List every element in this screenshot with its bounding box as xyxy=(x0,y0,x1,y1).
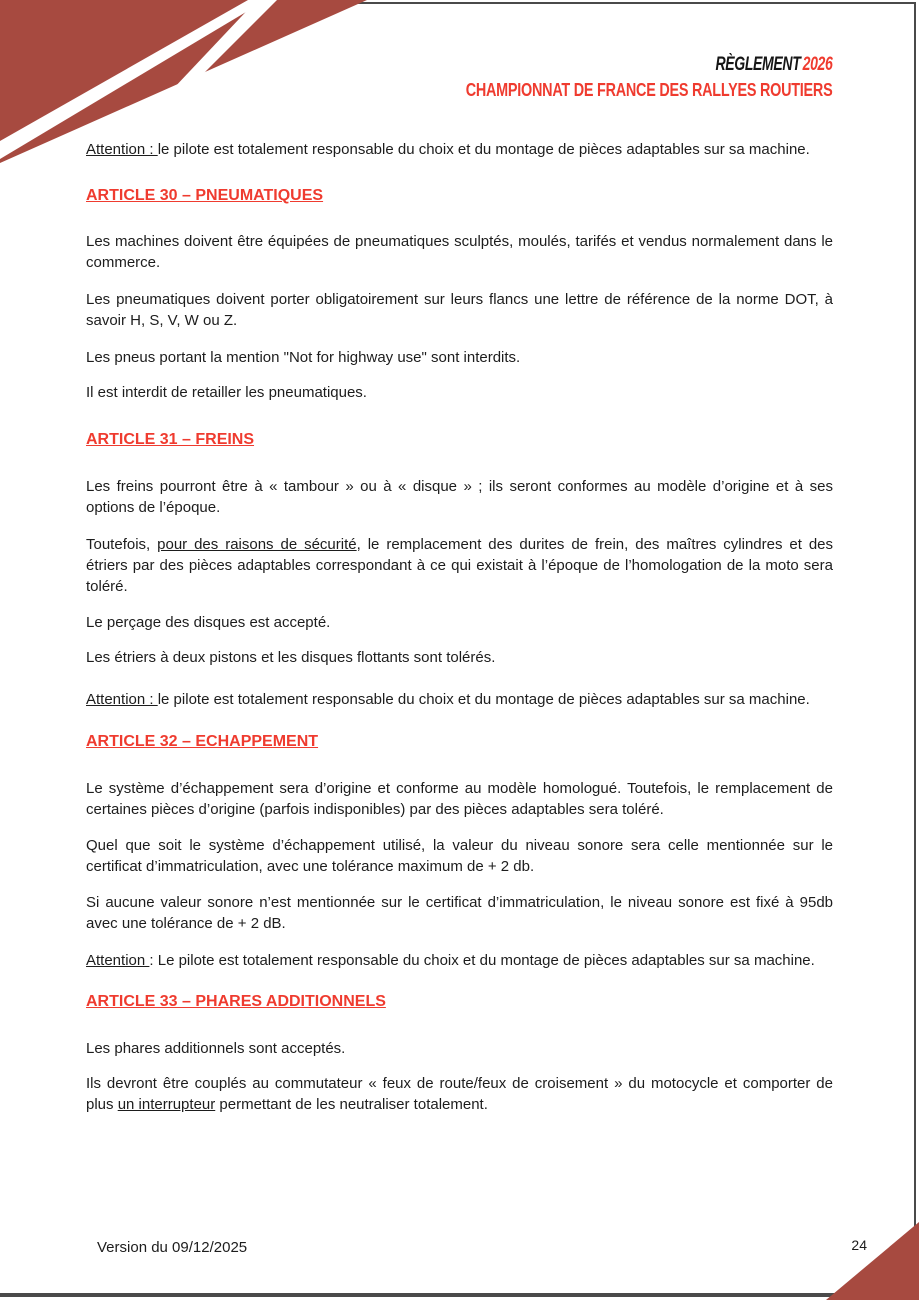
article-32-paragraph-3: Si aucune valeur sonore n’est mentionnée sur le certificat d’immatriculation, le niveau sonore est fixé à 95db avec une tolérance de + 2 dB. xyxy=(86,894,833,932)
article-32-paragraph-2: Quel que soit le système d’échappement utilisé, la valeur du niveau sonore sera celle mentionnée sur le certificat d’immatriculation, avec une tolérance maximum de + 2 db. xyxy=(86,837,833,875)
footer-version-date: Version du 09/12/2025 xyxy=(97,1239,248,1256)
attention-note-3: Attention : Le pilote est totalement responsable du choix et du montage de pièces adaptables sur sa machine. xyxy=(86,952,815,969)
heading-article-31: ARTICLE 31 – FREINS xyxy=(86,431,255,448)
footer-page-number: 24 xyxy=(851,1237,867,1253)
article-31-paragraph-4: Les étriers à deux pistons et les disques flottants sont tolérés. xyxy=(86,649,496,666)
article-30-paragraph-2: Les pneumatiques doivent porter obligatoirement sur leurs flancs une lettre de référence de la norme DOT, à savoir H, S, V, W ou Z. xyxy=(86,291,833,329)
heading-article-33: ARTICLE 33 – PHARES ADDITIONNELS xyxy=(86,993,386,1010)
underlined-phrase-securite: pour des raisons de sécurité xyxy=(157,536,357,553)
article-30-paragraph-1: Les machines doivent être équipées de pneumatiques sculptés, moulés, tarifés et vendus normalement dans le commerce. xyxy=(86,233,833,271)
attention-label: Attention : xyxy=(86,691,158,708)
article-31-paragraph-1: Les freins pourront être à « tambour » ou à « disque » ; ils seront conformes au modèle d’origine et à ses options de l’époque. xyxy=(86,478,833,516)
article-31-paragraph-3: Le perçage des disques est accepté. xyxy=(86,614,331,631)
underlined-phrase-interrupteur: un interrupteur xyxy=(117,1096,216,1113)
corner-triangle-decoration xyxy=(826,1222,919,1300)
document-body xyxy=(86,139,833,1115)
document-title xyxy=(493,54,832,76)
attention-label: Attention xyxy=(86,952,150,969)
article-30-paragraph-3: Les pneus portant la mention "Not for highway use" sont interdits. xyxy=(86,349,521,366)
attention-label: Attention : xyxy=(86,141,158,158)
heading-article-30: ARTICLE 30 – PNEUMATIQUES xyxy=(86,187,324,204)
page-border-bottom xyxy=(0,1293,919,1297)
document-title-year: 2026 xyxy=(802,54,832,75)
article-30-paragraph-4: Il est interdit de retailler les pneumatiques. xyxy=(86,384,367,401)
attention-note-1: Attention : le pilote est totalement responsable du choix et du montage de pièces adaptables sur sa machine. xyxy=(86,141,810,158)
article-33-paragraph-1: Les phares additionnels sont acceptés. xyxy=(86,1040,346,1057)
document-subtitle: CHAMPIONNAT DE FRANCE DES RALLYES ROUTIERS xyxy=(465,80,832,100)
article-31-paragraph-2: Toutefois, pour des raisons de sécurité, le remplacement des durites de frein, des maîtres cylindres et des étriers par des pièces adaptables correspondant à ce qui existait à l’époque de l’homologation de la moto sera toléré. xyxy=(86,536,834,595)
heading-article-32: ARTICLE 32 – ECHAPPEMENT xyxy=(86,733,319,750)
article-32-paragraph-1: Le système d’échappement sera d’origine et conforme au modèle homologué. Toutefois, le remplacement de certaines pièces d’origine (parfois indisponibles) par des pièces adaptables sera toléré. xyxy=(86,780,833,818)
article-33-paragraph-2: Ils devront être couplés au commutateur « feux de route/feux de croisement » du motocycle et comporter de plus un interrupteur permettant de les neutraliser totalement. xyxy=(86,1075,833,1113)
page-header xyxy=(374,54,832,101)
document-title-word: RÈGLEMENT xyxy=(715,54,800,75)
page-border-right xyxy=(914,2,916,1297)
attention-note-2: Attention : le pilote est totalement responsable du choix et du montage de pièces adaptables sur sa machine. xyxy=(86,691,810,708)
